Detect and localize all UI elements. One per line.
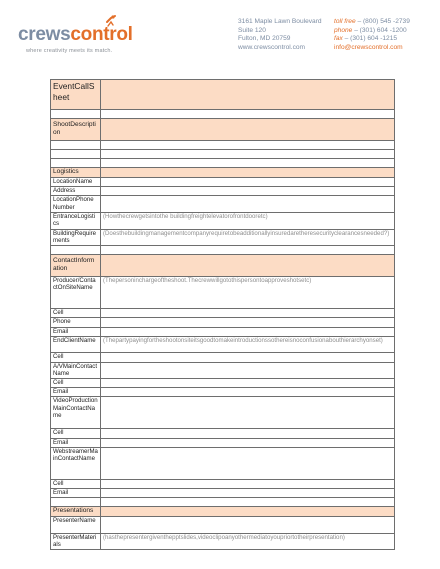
contact-value: – (301) 604 -1215	[344, 35, 398, 43]
field-label: Cell	[51, 429, 101, 438]
table-row	[51, 438, 395, 447]
field-label: Cell	[51, 379, 101, 388]
table-row	[51, 318, 395, 327]
company-logo	[18, 14, 143, 58]
sheet-title-value[interactable]	[101, 80, 395, 110]
table-row	[51, 110, 395, 119]
presenter-materials-field[interactable]: (hasthepresentergiventhepptslides,videoclipoanyothermediatoyoupriortotheirpresentation)	[101, 533, 395, 550]
contact-label: toll free	[334, 18, 356, 25]
table-row	[51, 309, 395, 318]
table-row	[51, 479, 395, 488]
entrance-logistics-field[interactable]: (Howthecrewgetsintothe buildingfreightelevatorofrontdooretc)	[101, 212, 395, 229]
field-label: Cell	[51, 309, 101, 318]
field-label: Phone	[51, 318, 101, 327]
table-row	[51, 379, 395, 388]
sheet-title: EventCallSheet	[51, 80, 101, 110]
field-label: Address	[51, 187, 101, 196]
table-row	[51, 119, 395, 141]
end-client-cell-field[interactable]	[101, 353, 395, 362]
address-line-3: Fulton, MD 20759	[238, 35, 291, 43]
av-cell-field[interactable]	[101, 379, 395, 388]
contact-phone	[334, 27, 434, 36]
table-row	[51, 159, 395, 168]
producer-contact-field[interactable]: (Thepersoninchargeoftheshoot.Thecrewwillgotothispersontoapproveshotsetc)	[101, 277, 395, 309]
contact-toll-free	[334, 18, 434, 27]
section-logistics: Logistics	[51, 168, 101, 178]
contact-value: – (301) 604 -1200	[354, 26, 407, 34]
field-label: Email	[51, 489, 101, 498]
field-label: LocationName	[51, 178, 101, 187]
contact-label: fax	[334, 35, 343, 43]
end-client-field[interactable]: (Thepartypayingfortheshootonsiteitsgoodtomakeintroductionssothereisnoconfusionabouthierarchyonset)	[101, 336, 395, 353]
table-row	[51, 212, 395, 229]
table-row	[51, 498, 395, 507]
contact-label: phone	[334, 26, 353, 34]
address-line-1: 3161 Maple Lawn Boulevard	[238, 18, 322, 25]
video-production-cell-field[interactable]	[101, 429, 395, 438]
table-row	[51, 141, 395, 150]
table-row	[51, 388, 395, 397]
company-contact	[334, 18, 434, 52]
producer-phone-field[interactable]	[101, 318, 395, 327]
field-label: Email	[51, 327, 101, 336]
table-row	[51, 187, 395, 196]
email-link[interactable]: info@crewscontrol.com	[334, 43, 403, 51]
field-label: LocationPhoneNumber	[51, 196, 101, 213]
section-contact-information: ContactInformation	[51, 255, 101, 277]
webstreamer-cell-field[interactable]	[101, 479, 395, 488]
field-label: Cell	[51, 353, 101, 362]
field-label: Producer/ContactOnSiteName	[51, 277, 101, 309]
table-row	[51, 255, 395, 277]
logo-word-crews: crews	[18, 24, 71, 45]
field-label: BuildingRequirements	[51, 229, 101, 246]
field-label: PresenterMaterials	[51, 533, 101, 550]
table-row	[51, 277, 395, 309]
table-row	[51, 362, 395, 379]
website-link[interactable]: www.crewscontrol.com	[238, 43, 306, 51]
table-row	[51, 397, 395, 429]
table-row	[51, 246, 395, 255]
field-label: PresenterName	[51, 517, 101, 534]
field-label: A/VMainContactName	[51, 362, 101, 379]
field-label: Cell	[51, 479, 101, 488]
table-row	[51, 533, 395, 550]
table-row	[51, 150, 395, 159]
table-row	[51, 353, 395, 362]
section-presentations: Presentations	[51, 507, 101, 517]
contact-fax	[334, 35, 434, 44]
contact-value: – (800) 545 -2739	[357, 18, 410, 25]
webstreamer-contact-field[interactable]	[101, 447, 395, 479]
address-field[interactable]	[101, 187, 395, 196]
producer-cell-field[interactable]	[101, 309, 395, 318]
table-row	[51, 229, 395, 246]
producer-email-field[interactable]	[101, 327, 395, 336]
video-production-email-field[interactable]	[101, 438, 395, 447]
event-call-sheet-table	[50, 79, 395, 550]
av-contact-field[interactable]	[101, 362, 395, 379]
table-row	[51, 168, 395, 178]
table-row	[51, 489, 395, 498]
table-row	[51, 429, 395, 438]
field-label: EndClientName	[51, 336, 101, 353]
field-label: Email	[51, 388, 101, 397]
company-address	[238, 18, 338, 52]
table-row	[51, 336, 395, 353]
table-row	[51, 80, 395, 110]
field-label: EntranceLogistics	[51, 212, 101, 229]
table-row	[51, 507, 395, 517]
logo-tagline: where creativity meets its match.	[26, 48, 113, 54]
table-row	[51, 178, 395, 187]
presenter-name-field[interactable]	[101, 517, 395, 534]
av-email-field[interactable]	[101, 388, 395, 397]
table-row	[51, 517, 395, 534]
logo-word-control: control	[70, 24, 133, 45]
address-line-2: Suite 120	[238, 26, 266, 34]
logo-wordmark	[18, 24, 133, 46]
table-row	[51, 327, 395, 336]
table-row	[51, 196, 395, 213]
building-requirements-field[interactable]: (Doesthebuildingmanagementcompanyrequiretobeadditionallyinsuredaretheresecurityclearancesneeded?)	[101, 229, 395, 246]
location-phone-field[interactable]	[101, 196, 395, 213]
section-shoot-description: ShootDescription	[51, 119, 101, 141]
field-label: Email	[51, 438, 101, 447]
video-production-contact-field[interactable]	[101, 397, 395, 429]
field-label: VideoProductionMainContactName	[51, 397, 101, 429]
webstreamer-email-field[interactable]	[101, 489, 395, 498]
table-row	[51, 447, 395, 479]
location-name-field[interactable]	[101, 178, 395, 187]
field-label: WebstreamerMainContactName	[51, 447, 101, 479]
